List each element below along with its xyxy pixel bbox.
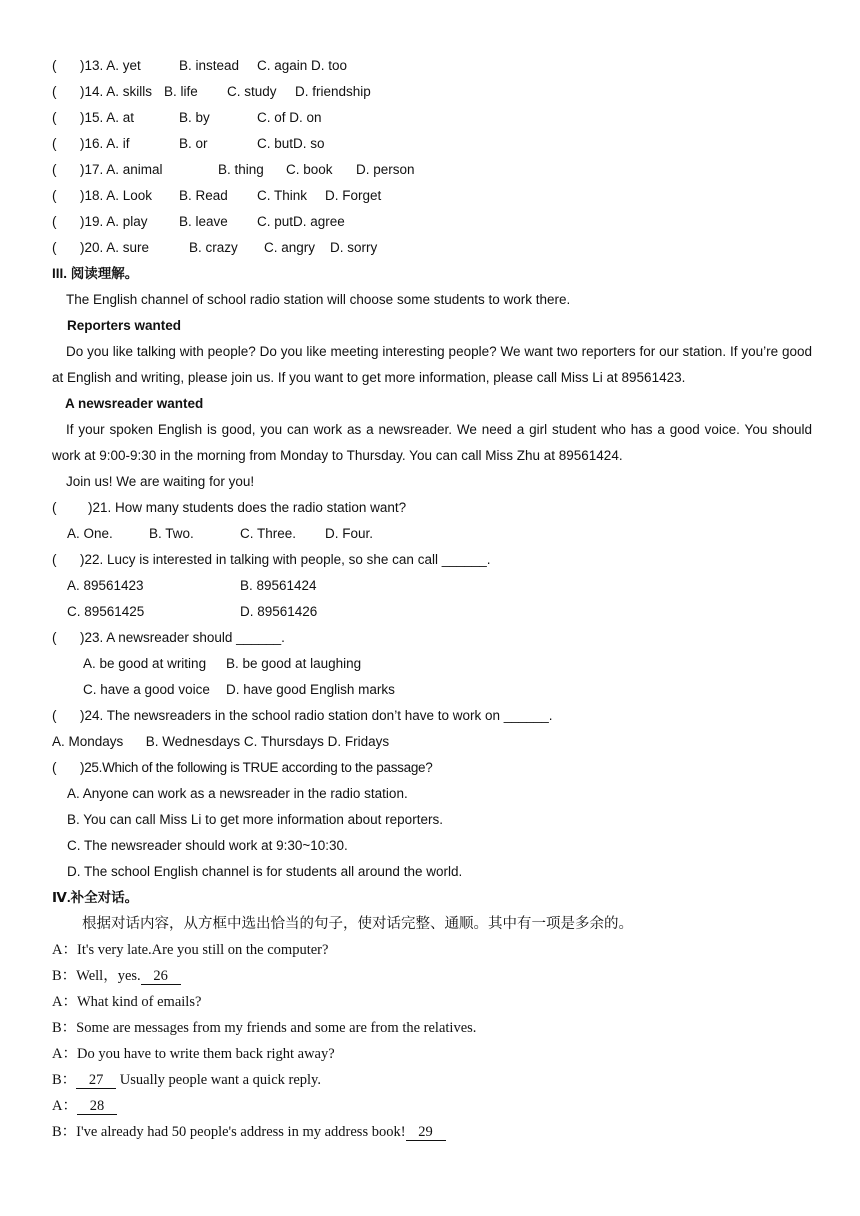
option-a: A. be good at writing — [83, 656, 207, 671]
ad-title-newsreader: A newsreader wanted — [65, 396, 204, 411]
option-d: D. Four. — [325, 526, 374, 541]
speaker-label: B： — [52, 1124, 77, 1140]
answer-paren: ( — [52, 188, 57, 203]
question-stem: )13. A. yet — [80, 58, 141, 73]
speaker-label: B： — [52, 1072, 77, 1088]
ad-title-reporters: Reporters wanted — [67, 318, 182, 333]
dialogue-text: Well，yes. — [76, 968, 141, 984]
option-c: C. of D. on — [257, 110, 322, 125]
dialogue-line — [52, 1045, 335, 1063]
answer-paren: ( — [52, 84, 57, 99]
option-b: B. be good at laughing — [226, 656, 362, 671]
option-c: C. 89561425 — [67, 604, 145, 619]
answer-paren: ( — [52, 760, 57, 775]
dialogue-line — [52, 1123, 446, 1141]
answer-paren: ( — [52, 110, 57, 125]
answer-paren: ( — [52, 500, 57, 515]
option-c: C. angry — [264, 240, 316, 255]
option-d: D. have good English marks — [226, 682, 395, 697]
option-c: C. have a good voice — [83, 682, 210, 697]
option-c: C. putD. agree — [257, 214, 345, 229]
question-stem: )15. A. at — [80, 110, 135, 125]
option-c: C. again D. too — [257, 58, 348, 73]
option-b: B. 89561424 — [240, 578, 317, 593]
speaker-label: A： — [52, 1098, 77, 1114]
question-stem: )23. A newsreader should ______. — [80, 630, 285, 645]
dialogue-line — [52, 1071, 321, 1089]
speaker-label: B： — [52, 1020, 77, 1036]
answer-blank-26[interactable]: 26 — [141, 968, 181, 985]
ad-closing: Join us! We are waiting for you! — [66, 474, 255, 489]
dialogue-line — [52, 1097, 117, 1115]
question-24-options: A. Mondays B. Wednesdays C. Thursdays D. Fridays — [52, 734, 390, 749]
option-d: D. person — [356, 162, 415, 177]
option-c: C. book — [286, 162, 333, 177]
speaker-label: A： — [52, 942, 77, 958]
question-stem: )22. Lucy is interested in talking with people, so she can call ______. — [80, 552, 491, 567]
option-c: C. study — [227, 84, 277, 99]
dialogue-text: Usually people want a quick reply. — [116, 1072, 321, 1088]
option-d: D. Forget — [325, 188, 382, 203]
question-stem: )21. How many students does the radio station want? — [88, 500, 407, 515]
question-25-option-d: D. The school English channel is for students all around the world. — [67, 864, 463, 879]
answer-paren: ( — [52, 630, 57, 645]
answer-paren: ( — [52, 552, 57, 567]
question-25-option-b: B. You can call Miss Li to get more information about reporters. — [67, 812, 443, 827]
question-stem: )17. A. animal — [80, 162, 163, 177]
answer-paren: ( — [52, 214, 57, 229]
option-b: B. crazy — [189, 240, 238, 255]
dialogue-line — [52, 941, 328, 959]
option-c: C. Three. — [240, 526, 297, 541]
option-d: D. sorry — [330, 240, 378, 255]
speaker-label: A： — [52, 1046, 77, 1062]
dialogue-text: It's very late.Are you still on the computer? — [76, 942, 329, 958]
option-a: A. One. — [67, 526, 113, 541]
answer-blank-27[interactable]: 27 — [76, 1072, 116, 1089]
dialogue-text: Do you have to write them back right away? — [76, 1046, 335, 1062]
question-stem: )25.Which of the following is TRUE according to the passage? — [80, 760, 433, 775]
dialogue-text: Some are messages from my friends and some are from the relatives. — [76, 1020, 477, 1036]
dialogue-line — [52, 967, 181, 985]
option-b: B. thing — [218, 162, 264, 177]
reading-intro: The English channel of school radio station will choose some students to work there. — [66, 292, 571, 307]
dialogue-line — [52, 1019, 476, 1037]
option-b: B. or — [179, 136, 208, 151]
option-b: B. instead — [179, 58, 240, 73]
ad-text-newsreader: If your spoken English is good, you can work as a newsreader. We need a girl student who has a good voice. You should work at 9:00-9:30 in the morning from Monday to Thursday. You can call Miss Zhu at 89561424. — [52, 422, 812, 463]
question-stem: )14. A. skills — [80, 84, 153, 99]
option-b: B. leave — [179, 214, 228, 229]
answer-paren: ( — [52, 162, 57, 177]
speaker-label: A： — [52, 994, 77, 1010]
question-stem: )24. The newsreaders in the school radio station don’t have to work on ______. — [80, 708, 553, 723]
answer-paren: ( — [52, 240, 57, 255]
option-b: B. by — [179, 110, 210, 125]
answer-blank-29[interactable]: 29 — [406, 1124, 446, 1141]
answer-blank-28[interactable]: 28 — [77, 1098, 117, 1115]
question-stem: )18. A. Look — [80, 188, 153, 203]
section-heading-reading: III. 阅读理解。 — [52, 266, 139, 281]
ad-text-reporters: Do you like talking with people? Do you like meeting interesting people? We want two reporters for our station. If you’re good at English and writing, please join us. If you want to get more information, please call Miss Li at 89561423. — [52, 344, 812, 385]
option-c: C. butD. so — [257, 136, 325, 151]
option-d: D. friendship — [295, 84, 371, 99]
option-b: B. Two. — [149, 526, 194, 541]
answer-paren: ( — [52, 58, 57, 73]
question-stem: )20. A. sure — [80, 240, 150, 255]
dialogue-instruction: 根据对话内容，从方框中选出恰当的句子，使对话完整、通顺。其中有一项是多余的。 — [82, 916, 633, 932]
option-c: C. Think — [257, 188, 308, 203]
question-stem: )19. A. play — [80, 214, 148, 229]
option-a: A. 89561423 — [67, 578, 144, 593]
answer-paren: ( — [52, 136, 57, 151]
option-d: D. 89561426 — [240, 604, 318, 619]
speaker-label: B： — [52, 968, 77, 984]
dialogue-text: I've already had 50 people's address in my address book! — [76, 1124, 406, 1140]
dialogue-line — [52, 993, 201, 1011]
answer-paren: ( — [52, 708, 57, 723]
question-25-option-a: A. Anyone can work as a newsreader in the radio station. — [67, 786, 408, 801]
section-heading-dialogue: Ⅳ.补全对话。 — [52, 890, 139, 905]
option-b: B. life — [164, 84, 198, 99]
question-25-option-c: C. The newsreader should work at 9:30~10:30. — [67, 838, 348, 853]
dialogue-text: What kind of emails? — [76, 994, 202, 1010]
question-stem: )16. A. if — [80, 136, 130, 151]
option-b: B. Read — [179, 188, 228, 203]
